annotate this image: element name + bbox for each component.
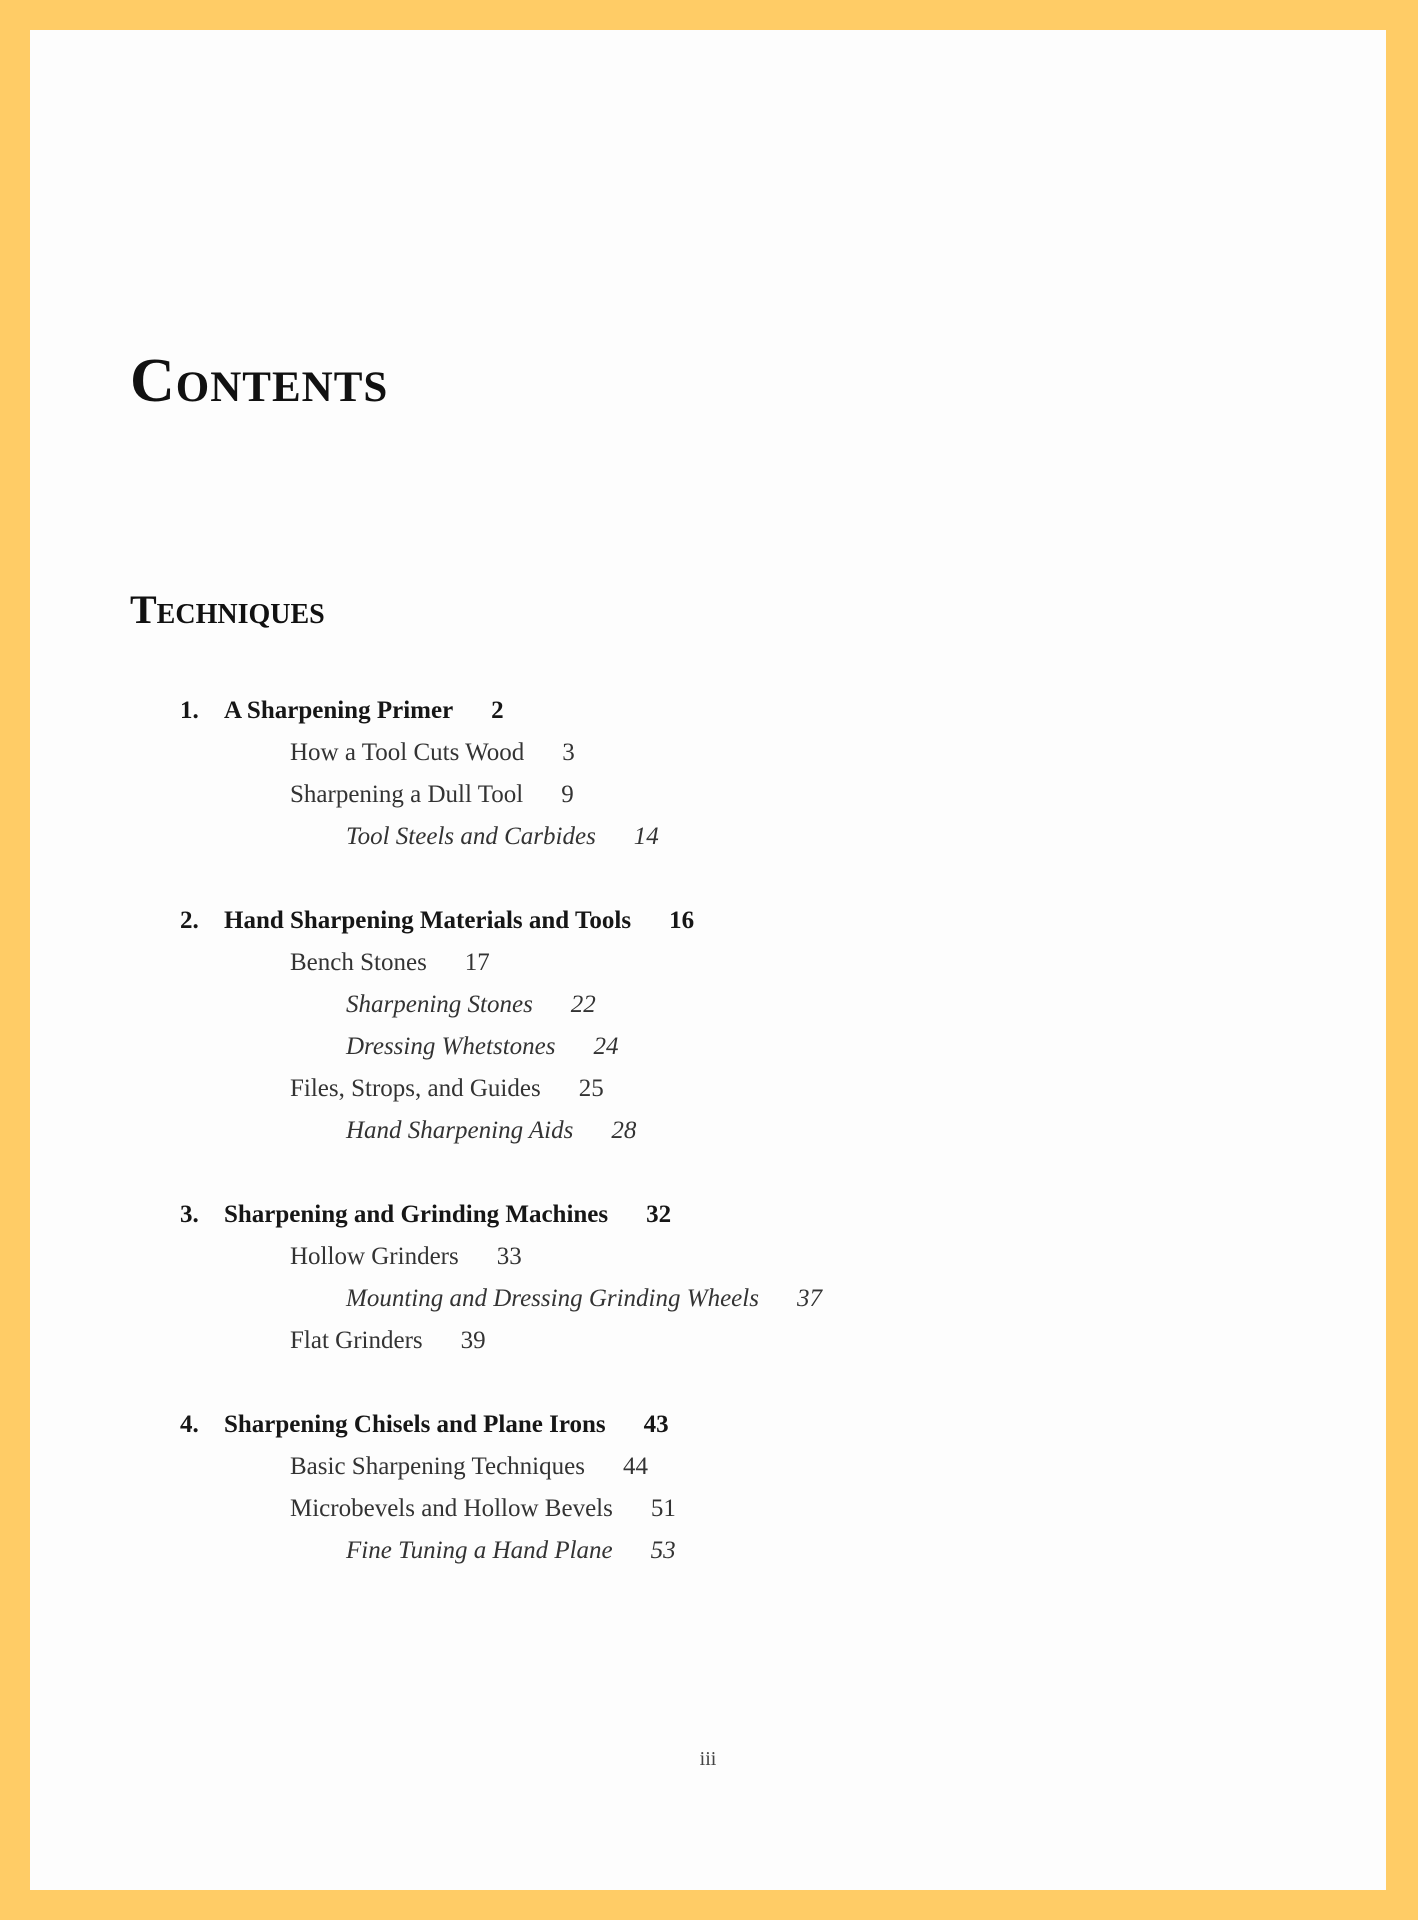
toc-entry	[180, 1446, 1280, 1488]
toc-entry	[180, 774, 1280, 816]
entry-page-number: 53	[650, 1537, 676, 1564]
entry-page-number: 39	[460, 1327, 486, 1354]
entry-title: Dressing Whetstones	[346, 1033, 556, 1060]
toc-entry	[180, 942, 1280, 984]
entry-page-number: 14	[633, 823, 659, 850]
toc-entry	[180, 1236, 1280, 1278]
chapter-number: 3.	[180, 1201, 199, 1228]
entry-title: Sharpening Stones	[346, 991, 533, 1018]
entry-page-number: 44	[622, 1453, 648, 1480]
entry-page-number: 25	[578, 1075, 604, 1102]
entry-page-number: 24	[593, 1033, 619, 1060]
toc-chapter-heading	[180, 1194, 1280, 1236]
entry-page-number: 51	[650, 1495, 676, 1522]
toc-entry	[180, 1320, 1280, 1362]
chapter-title: Hand Sharpening Materials and Tools	[224, 907, 632, 934]
toc-chapter	[180, 690, 1280, 858]
entry-title: Tool Steels and Carbides	[346, 823, 596, 850]
page-title: Contents	[130, 347, 389, 415]
entry-title: How a Tool Cuts Wood	[290, 739, 525, 766]
entry-title: Files, Strops, and Guides	[290, 1075, 541, 1102]
toc-chapter	[180, 1404, 1280, 1572]
toc-entry	[180, 1068, 1280, 1110]
entry-page-number: 37	[796, 1285, 822, 1312]
entry-title: Flat Grinders	[290, 1327, 423, 1354]
chapter-title: Sharpening and Grinding Machines	[224, 1201, 609, 1228]
entry-title: Hand Sharpening Aids	[346, 1117, 574, 1144]
chapter-number: 4.	[180, 1411, 199, 1438]
chapter-page-number: 43	[643, 1411, 669, 1438]
toc-chapter-heading	[180, 900, 1280, 942]
entry-title: Basic Sharpening Techniques	[290, 1453, 585, 1480]
entry-title: Bench Stones	[290, 949, 427, 976]
toc-subentry	[180, 984, 1280, 1026]
toc-chapter	[180, 1194, 1280, 1362]
chapter-page-number: 16	[669, 907, 695, 934]
entry-page-number: 17	[464, 949, 490, 976]
toc-chapter-heading	[180, 690, 1280, 732]
entry-page-number: 28	[611, 1117, 637, 1144]
chapter-number: 1.	[180, 697, 199, 724]
book-page	[30, 30, 1386, 1890]
entry-title: Microbevels and Hollow Bevels	[290, 1495, 613, 1522]
chapter-page-number: 2	[491, 697, 504, 724]
entry-title: Sharpening a Dull Tool	[290, 781, 524, 808]
toc-chapter	[180, 900, 1280, 1152]
toc-subentry	[180, 1278, 1280, 1320]
page-number: iii	[699, 1748, 717, 1770]
entry-page-number: 3	[562, 739, 575, 766]
entry-title: Hollow Grinders	[290, 1243, 459, 1270]
toc-subentry	[180, 1110, 1280, 1152]
chapter-number: 2.	[180, 907, 199, 934]
entry-page-number: 33	[496, 1243, 522, 1270]
entry-page-number: 9	[561, 781, 574, 808]
toc-subentry	[180, 816, 1280, 858]
toc-entry	[180, 1488, 1280, 1530]
entry-page-number: 22	[570, 991, 596, 1018]
toc-subentry	[180, 1026, 1280, 1068]
toc-chapter-heading	[180, 1404, 1280, 1446]
entry-title: Mounting and Dressing Grinding Wheels	[346, 1285, 759, 1312]
chapter-title: A Sharpening Primer	[224, 697, 454, 724]
toc-entry	[180, 732, 1280, 774]
table-of-contents	[180, 690, 1280, 1614]
entry-title: Fine Tuning a Hand Plane	[346, 1537, 613, 1564]
toc-subentry	[180, 1530, 1280, 1572]
chapter-title: Sharpening Chisels and Plane Irons	[224, 1411, 606, 1438]
chapter-page-number: 32	[646, 1201, 672, 1228]
section-title: Techniques	[130, 587, 325, 632]
